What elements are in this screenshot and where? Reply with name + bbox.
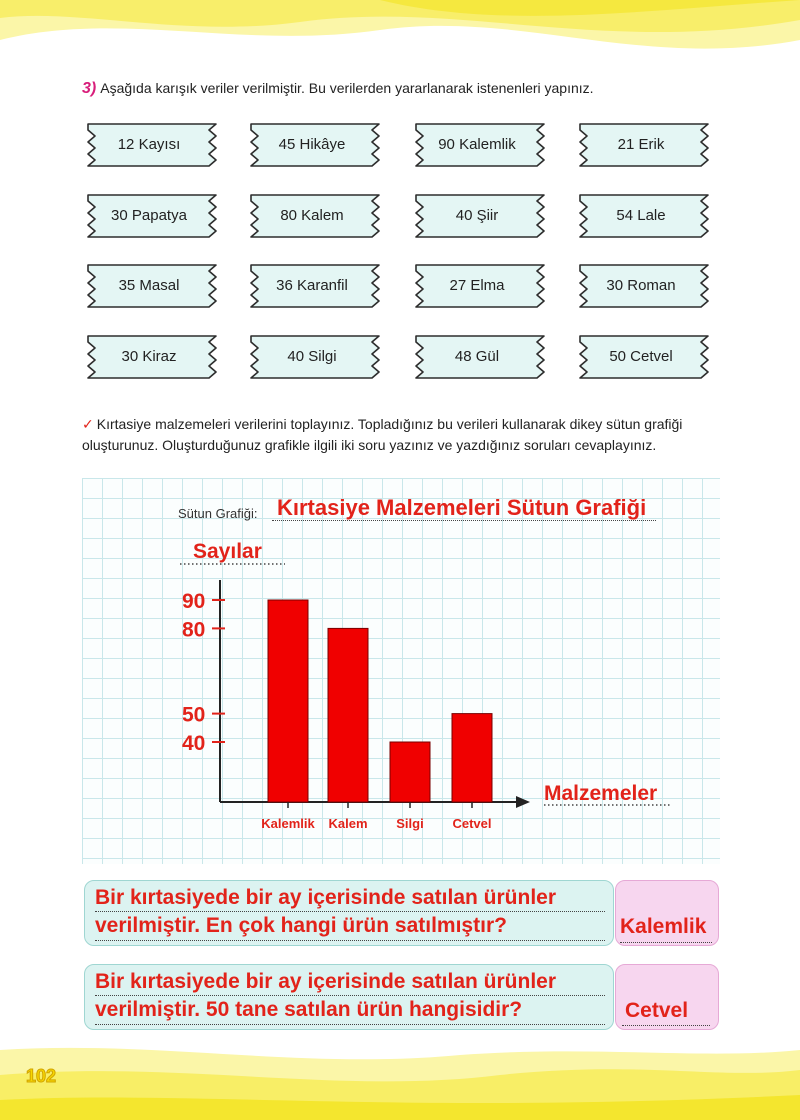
- question-text-1: Bir kırtasiyede bir ay içerisinde satılan ürünler verilmiştir. En çok hangi ürün satılmıştır?: [95, 886, 557, 937]
- x-tick-label: Silgi: [396, 816, 424, 831]
- data-chip: 35 Masal: [78, 263, 220, 309]
- dotted-line: [622, 1025, 710, 1026]
- question-number: 3): [82, 80, 97, 97]
- bar: [328, 628, 368, 802]
- data-chip: 48 Gül: [406, 334, 548, 380]
- data-chip: 21 Erik: [570, 122, 712, 168]
- x-axis-label: Malzemeler: [544, 782, 658, 805]
- y-tick-label: 80: [182, 618, 206, 642]
- data-chip: 36 Karanfil: [241, 263, 383, 309]
- x-tick-label: Cetvel: [452, 816, 492, 831]
- data-chip: 27 Elma: [406, 263, 548, 309]
- dotted-line: [95, 940, 605, 941]
- x-tick-label: Kalemlik: [261, 816, 315, 831]
- instruction-text: Aşağıda karışık veriler verilmiştir. Bu verilerden yararlanarak istenenleri yapınız.: [100, 80, 594, 96]
- dotted-line: [95, 1024, 605, 1025]
- answer-text-2: Cetvel: [625, 999, 689, 1022]
- answer-text-1: Kalemlik: [620, 915, 707, 938]
- data-chip: 40 Şiir: [406, 193, 548, 239]
- dotted-line: [620, 942, 712, 943]
- chart-label-prefix: Sütun Grafiği:: [178, 506, 258, 521]
- data-chip: 30 Roman: [570, 263, 712, 309]
- question-text-2: Bir kırtasiyede bir ay içerisinde satılan ürünler verilmiştir. 50 tane satılan ürün hangisidir?: [95, 970, 557, 1021]
- data-chip: 30 Kiraz: [78, 334, 220, 380]
- data-chip: 50 Cetvel: [570, 334, 712, 380]
- y-axis-label: Sayılar: [193, 540, 262, 563]
- data-chip: 40 Silgi: [241, 334, 383, 380]
- page-number: 102: [26, 1066, 57, 1086]
- data-chip: 80 Kalem: [241, 193, 383, 239]
- checkmark-icon: ✓: [82, 416, 94, 432]
- y-tick-label: 40: [182, 732, 206, 755]
- data-chip: 45 Hikâye: [241, 122, 383, 168]
- data-chip: 12 Kayısı: [78, 122, 220, 168]
- x-axis-arrow-icon: [516, 796, 530, 808]
- data-chip: 30 Papatya: [78, 193, 220, 239]
- chart-title: Kırtasiye Malzemeleri Sütun Grafiği: [277, 495, 647, 520]
- data-chip: 54 Lale: [570, 193, 712, 239]
- bar: [390, 742, 430, 802]
- bar: [268, 600, 308, 802]
- bar: [452, 714, 492, 802]
- task-text: Kırtasiye malzemeleri verilerini toplayınız. Topladığınız bu verileri kullanarak dikey sütun grafiği oluşturunuz. Oluşturduğunuz grafikle ilgili iki soru yazınız ve yazdığınız soruları cevaplayınız.: [82, 416, 683, 453]
- y-tick-label: 90: [182, 590, 206, 613]
- data-chip: 90 Kalemlik: [406, 122, 548, 168]
- x-tick-label: Kalem: [328, 816, 368, 831]
- y-tick-label: 50: [182, 703, 206, 727]
